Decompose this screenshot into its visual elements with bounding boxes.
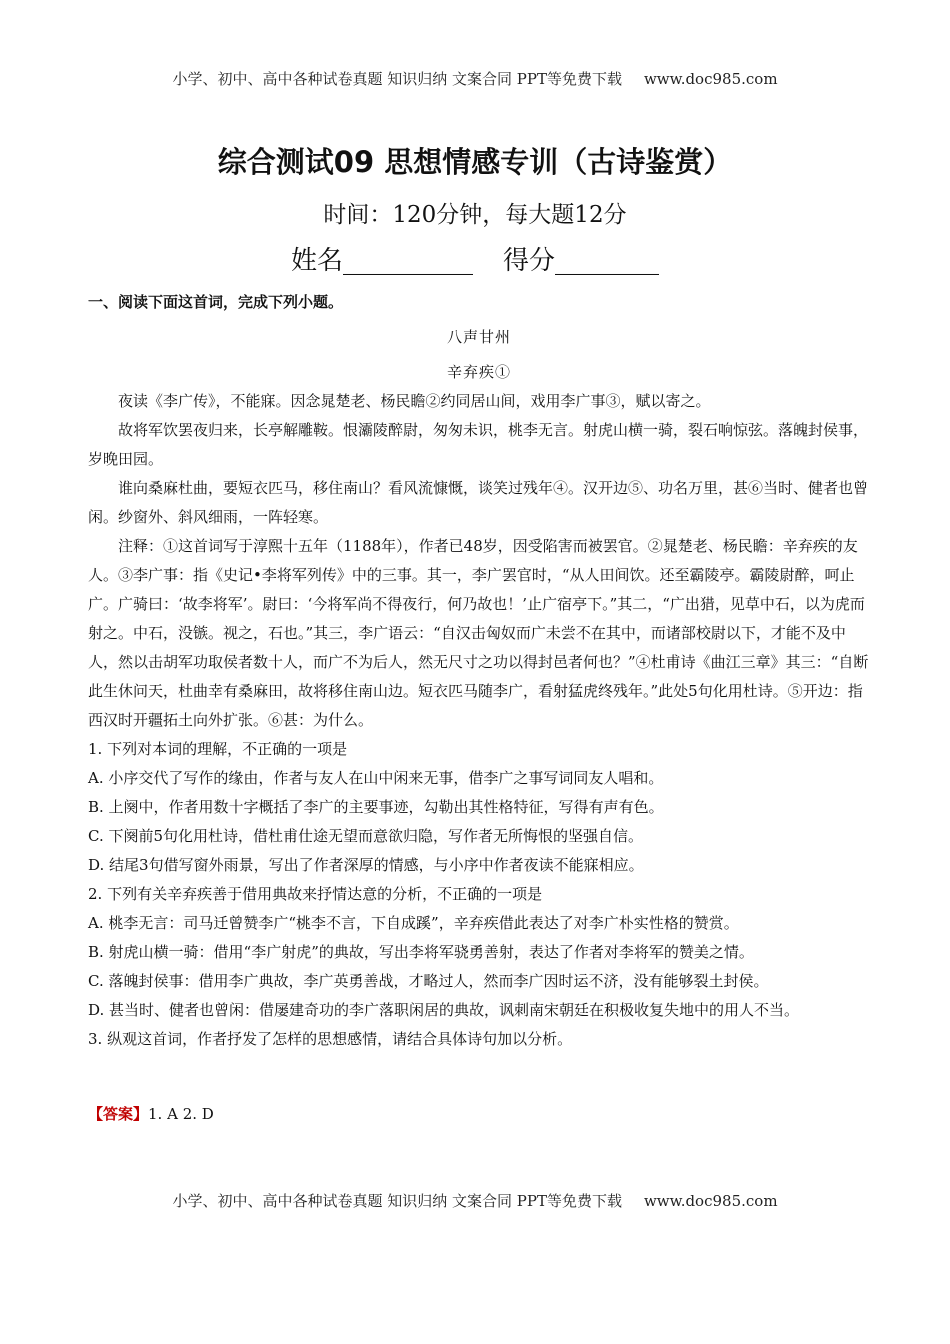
question-option: D. 结尾3句借写窗外雨景，写出了作者深厚的情感，与小序中作者夜读不能寐相应。 [88,856,644,874]
answer-line [88,1100,870,1129]
poem-notes: 注释：①这首词写于淳熙十五年（1188年），作者已48岁，因受陷害而被罢官。②晁楚老、杨民瞻：辛弃疾的友人。③李广事：指《史记•李将军列传》中的三事。其一，李广罢官时，“从人田间饮。还至霸陵亭。霸陵尉醉，呵止广。广骑曰：‘故李将军’。尉曰：‘今将军尚不得夜行，何乃故也！’止广宿亭下。”其二，“广出猎，见草中石，以为虎而射之。中石，没镞。视之，石也。”其三，李广语云：“自汉击匈奴而广未尝不在其中，而诸部校尉以下，才能不及中人，然以击胡军功取侯者数十人，而广不为后人，然无尺寸之功以得封邑者何也？”④杜甫诗《曲江三章》其三：“自断此生休问天，杜曲幸有桑麻田，故将移住南山边。短衣匹马随李广，看射猛虎终残年。”此处5句化用杜诗。⑤开边：指西汉时开疆拓土向外扩张。⑥甚：为什么。 [88,537,869,729]
document-body [88,288,870,1129]
footer-text: 小学、初中、高中各种试卷真题 知识归纳 文案合同 PPT等免费下载 [172,1192,622,1210]
question-option: B. 射虎山横一骑：借用“李广射虎”的典故，写出李将军骁勇善射，表达了作者对李将军的赞美之情。 [88,943,754,961]
question-stem: 1. 下列对本词的理解，不正确的一项是 [88,740,348,758]
question-option: C. 下阕前5句化用杜诗，借杜甫仕途无望而意欲归隐，写作者无所悔恨的坚强自信。 [88,827,644,845]
question-option: B. 上阕中，作者用数十字概括了李广的主要事迹，勾勒出其性格特征，写得有声有色。 [88,798,664,816]
question-option: A. 桃李无言：司马迁曾赞李广“桃李不言，下自成蹊”，辛弃疾借此表达了对李广朴实性格的赞赏。 [88,914,739,932]
answer-text: 1. A 2. D [148,1105,214,1123]
section-heading: 一、阅读下面这首词，完成下列小题。 [88,293,344,311]
poem-stanza-2: 谁向桑麻杜曲，要短衣匹马，移住南山？看风流慷慨，谈笑过残年④。汉开边⑤、功名万里，甚⑥当时、健者也曾闲。纱窗外、斜风细雨，一阵轻寒。 [88,479,869,526]
question-option: A. 小序交代了写作的缘由，作者与友人在山中闲来无事，借李广之事写词同友人唱和。 [88,769,664,787]
poem-preface: 夜读《李广传》，不能寐。因念晁楚老、杨民瞻②约同居山间，戏用李广事③，赋以寄之。 [118,392,711,410]
question-option: D. 甚当时、健者也曾闲：借屡建奇功的李广落职闲居的典故，讽刺南宋朝廷在积极收复失地中的用人不当。 [88,1001,800,1019]
poem-title: 八声甘州 [446,328,511,346]
poem-stanza-1: 故将军饮罢夜归来，长亭解雕鞍。恨灞陵醉尉，匆匆未识，桃李无言。射虎山横一骑，裂石响惊弦。落魄封侯事，岁晚田园。 [88,421,869,468]
question-option: C. 落魄封侯事：借用李广典故，李广英勇善战，才略过人，然而李广因时运不济，没有能够裂土封侯。 [88,972,769,990]
name-score-row [0,240,950,277]
footer-url[interactable]: www.doc985.com [643,1192,778,1210]
page-title: 综合测试09 思想情感专训（古诗鉴赏） [217,145,733,179]
score-label: 得分________ [503,246,660,276]
question-stem: 3. 纵观这首词，作者抒发了怎样的思想感情，请结合具体诗句加以分析。 [88,1030,573,1048]
page-subtitle: 时间：120分钟，每大题12分 [323,202,627,228]
poem-author: 辛弃疾① [446,363,511,381]
header-url[interactable]: www.doc985.com [643,70,778,88]
question-stem: 2. 下列有关辛弃疾善于借用典故来抒情达意的分析，不正确的一项是 [88,885,543,903]
page-footer [0,1190,950,1211]
header-text: 小学、初中、高中各种试卷真题 知识归纳 文案合同 PPT等免费下载 [172,70,622,88]
name-label: 姓名__________ [290,246,473,276]
page-header [0,68,950,89]
answer-label: 【答案】 [88,1105,149,1123]
